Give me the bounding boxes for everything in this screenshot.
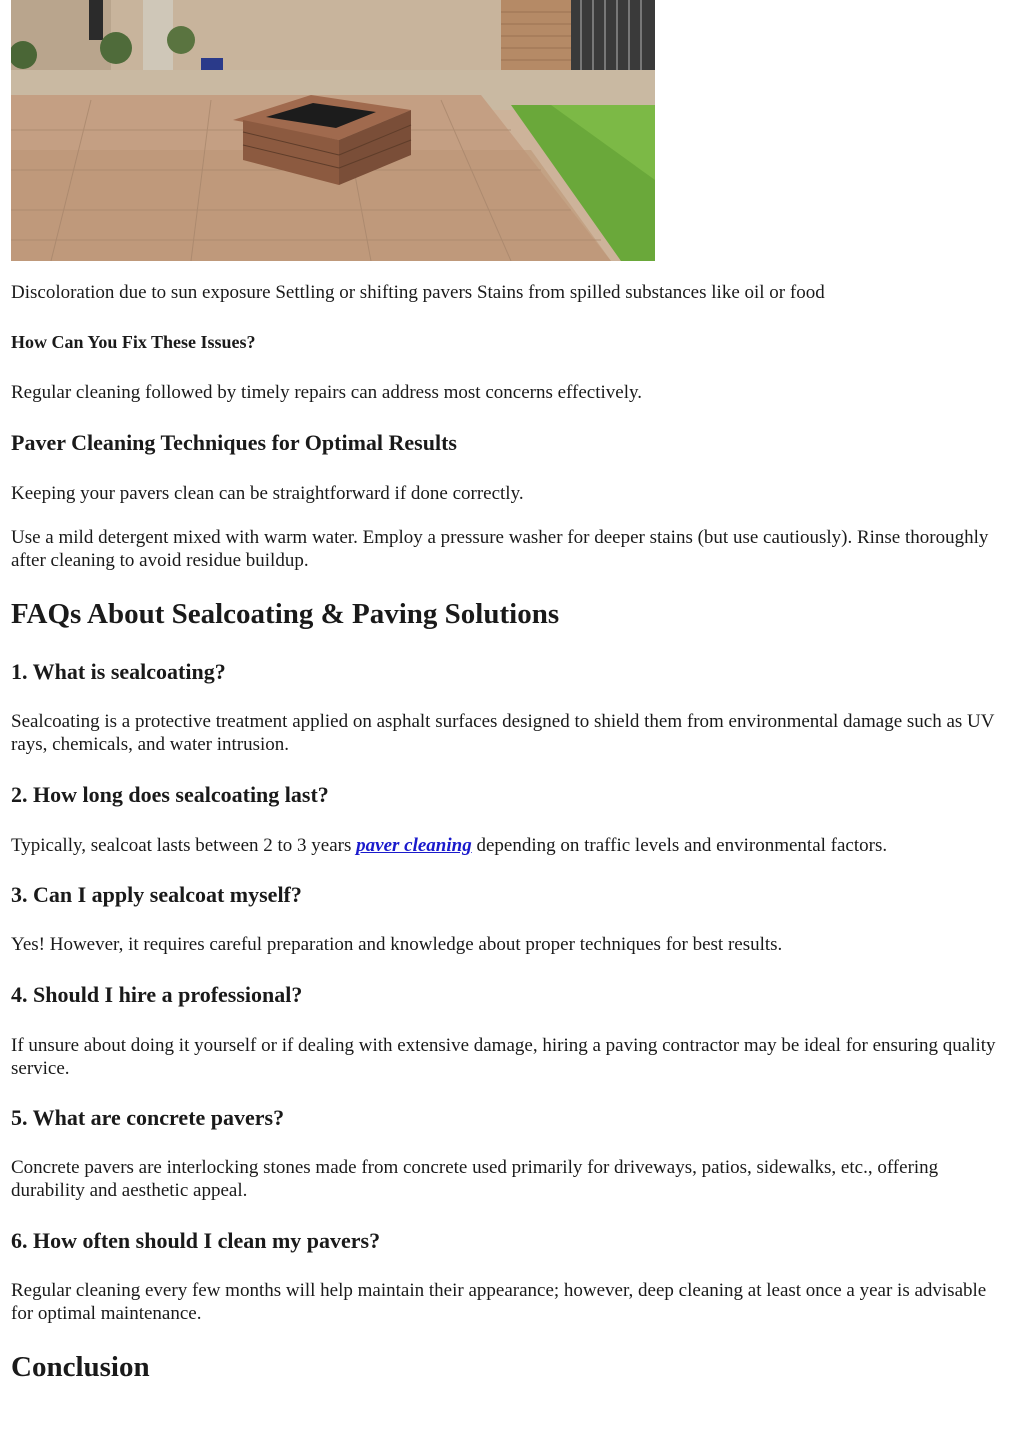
fix-issues-heading: How Can You Fix These Issues?	[11, 332, 256, 352]
faq-question-6: 6. How often should I clean my pavers?	[11, 1228, 381, 1253]
issues-list-text: Discoloration due to sun exposure Settling or shifting pavers Stains from spilled substances like oil or food	[11, 282, 825, 303]
faq-answer-6: Regular cleaning every few months will help maintain their appearance; however, deep cleaning at least once a year is advisable for optimal maintenance.	[11, 1280, 987, 1324]
fix-issues-text: Regular cleaning followed by timely repairs can address most concerns effectively.	[11, 382, 642, 403]
cleaning-intro-text: Keeping your pavers clean can be straightforward if done correctly.	[11, 483, 524, 504]
faq-question-2: 2. How long does sealcoating last?	[11, 782, 329, 807]
faq-answer-2-after: depending on traffic levels and environmental factors.	[471, 835, 888, 856]
paver-cleaning-link[interactable]: paver cleaning	[356, 835, 472, 856]
faq-question-4: 4. Should I hire a professional?	[11, 982, 303, 1007]
paver-patio-firepit-photo	[11, 0, 655, 261]
faq-answer-4: If unsure about doing it yourself or if dealing with extensive damage, hiring a paving contractor may be ideal for ensuring quality service.	[11, 1035, 996, 1079]
faq-question-1: 1. What is sealcoating?	[11, 659, 226, 684]
cleaning-steps-text: Use a mild detergent mixed with warm water. Employ a pressure washer for deeper stains (but use cautiously). Rinse thoroughly after cleaning to avoid residue buildup.	[11, 527, 989, 571]
faq-question-3: 3. Can I apply sealcoat myself?	[11, 882, 302, 907]
faq-answer-5: Concrete pavers are interlocking stones made from concrete used primarily for driveways, patios, sidewalks, etc., offering durability and aesthetic appeal.	[11, 1157, 939, 1201]
faq-answer-2	[11, 834, 1001, 857]
faq-heading: FAQs About Sealcoating & Paving Solutions	[11, 598, 560, 630]
faq-question-5: 5. What are concrete pavers?	[11, 1105, 285, 1130]
faq-answer-2-before: Typically, sealcoat lasts between 2 to 3 years	[11, 835, 357, 856]
conclusion-heading: Conclusion	[11, 1351, 150, 1383]
faq-answer-3: Yes! However, it requires careful preparation and knowledge about proper techniques for best results.	[11, 934, 783, 955]
article-content	[11, 0, 1001, 1383]
faq-answer-1: Sealcoating is a protective treatment applied on asphalt surfaces designed to shield them from environmental damage such as UV rays, chemicals, and water intrusion.	[11, 711, 995, 755]
cleaning-techniques-heading: Paver Cleaning Techniques for Optimal Results	[11, 430, 457, 455]
